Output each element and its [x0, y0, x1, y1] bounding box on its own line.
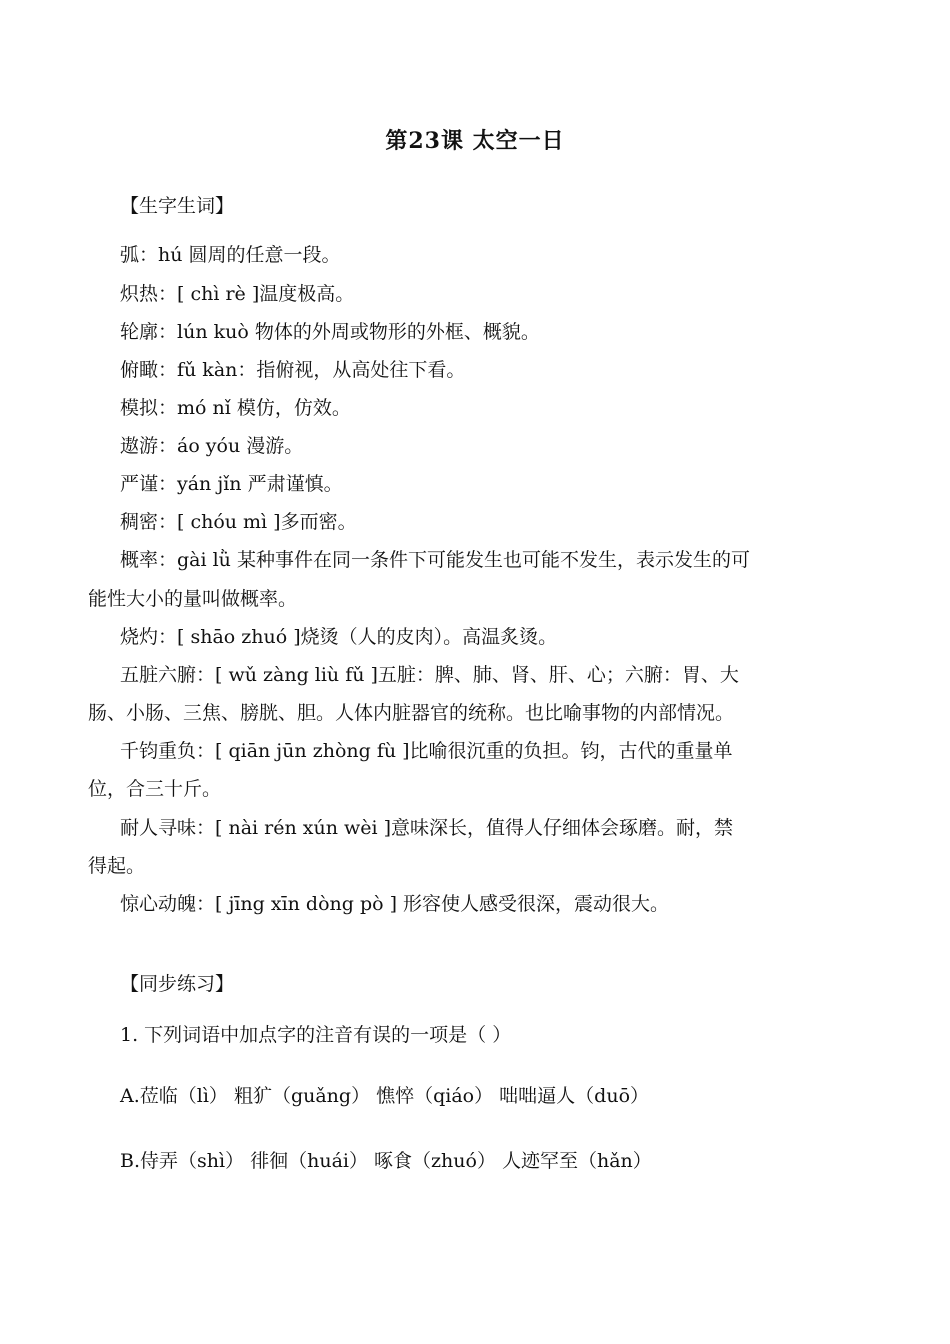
vocab-line: 俯瞰：fǔ kàn：指俯视，从高处往下看。 [120, 359, 466, 381]
vocab-line: 惊心动魄：[ jīng xīn dòng pò ] 形容使人感受很深，震动很大。 [120, 893, 670, 915]
vocab-line: 炽热：[ chì rè ]温度极高。 [120, 283, 355, 305]
vocab-line: 严谨：yán jǐn 严肃谨慎。 [120, 473, 343, 495]
vocab-line: 肠、小肠、三焦、膀胱、胆。人体内脏器官的统称。也比喻事物的内部情况。 [88, 702, 735, 724]
vocab-line: 遨游：áo yóu 漫游。 [120, 435, 304, 457]
vocab-line: 能性大小的量叫做概率。 [88, 588, 298, 610]
page-title: 第23课 太空一日 [385, 128, 565, 154]
option-b: B.侍弄（shì） 徘徊（huái） 啄食（zhuó） 人迹罕至（hǎn） [120, 1150, 652, 1172]
vocab-heading: 【生字生词】 [120, 195, 235, 217]
vocab-line: 耐人寻味：[ nài rén xún wèi ]意味深长，值得人仔细体会琢磨。耐，禁 [120, 817, 734, 839]
vocab-line: 位，合三十斤。 [88, 778, 222, 800]
vocab-line: 模拟：mó nǐ 模仿，仿效。 [120, 397, 351, 419]
option-a: A.莅临（lì） 粗犷（guǎng） 憔悴（qiáo） 咄咄逼人（duō） [120, 1085, 650, 1107]
vocab-line: 千钧重负：[ qiān jūn zhòng fù ]比喻很沉重的负担。钧，古代的重量单 [120, 740, 733, 762]
vocab-line: 得起。 [88, 855, 146, 877]
vocab-line: 烧灼：[ shāo zhuó ]烧烫（人的皮肉）。高温炙烫。 [120, 626, 558, 648]
vocab-line: 概率：gài lǜ 某种事件在同一条件下可能发生也可能不发生，表示发生的可 [120, 549, 750, 571]
question-1: 1. 下列词语中加点字的注音有误的一项是（ ） [120, 1024, 512, 1046]
vocab-line: 稠密：[ chóu mì ]多而密。 [120, 511, 357, 533]
vocab-line: 弧：hú 圆周的任意一段。 [120, 244, 341, 266]
vocab-line: 轮廓：lún kuò 物体的外周或物形的外框、概貌。 [120, 321, 540, 343]
vocab-line: 五脏六腑：[ wǔ zàng liù fǔ ]五脏：脾、肺、肾、肝、心；六腑：胃、大 [120, 664, 739, 686]
practice-heading: 【同步练习】 [120, 973, 235, 995]
